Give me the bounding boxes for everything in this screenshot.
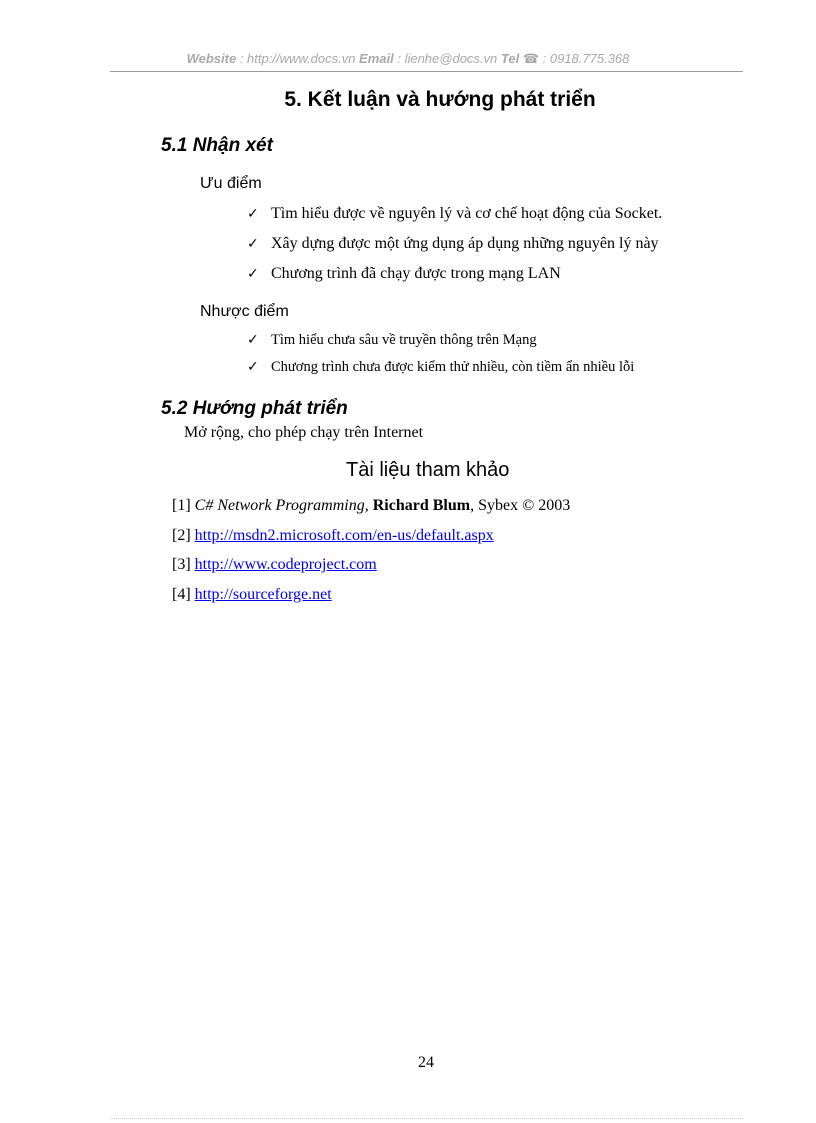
list-item: ✓ Chương trình chưa được kiểm thử nhiều, còn tiềm ẩn nhiều lỗi (247, 354, 634, 381)
pros-list (247, 199, 662, 289)
tel-label: Tel (500, 51, 520, 66)
cons-list (247, 327, 634, 381)
reference-item: [1] C# Network Programming, Richard Blum, Sybex © 2003 (172, 497, 571, 514)
website-label: Website (186, 51, 237, 66)
checkmark-icon: ✓ (247, 266, 259, 282)
reference-link-msdn[interactable]: http://msdn2.microsoft.com/en-us/default.aspx (194, 526, 494, 544)
reference-link-sourceforge[interactable]: http://sourceforge.net (194, 585, 332, 603)
email-label: Email (359, 51, 394, 66)
website-value: : http://www.docs.vn (236, 51, 360, 66)
section-heading-5-2: 5.2 Hướng phát triển (161, 398, 348, 419)
list-item: ✓ Tìm hiểu chưa sâu về truyền thông trên Mạng (247, 327, 634, 354)
section-heading-5-1: 5.1 Nhận xét (161, 135, 273, 156)
checkmark-icon: ✓ (247, 236, 259, 252)
references-heading: Tài liệu tham khảo (346, 459, 510, 481)
reference-item: [4] http://sourceforge.net (172, 585, 332, 603)
reference-title: C# Network Programming, (194, 497, 373, 514)
checkmark-icon: ✓ (247, 359, 259, 375)
list-item: ✓ Xây dựng được một ứng dụng áp dụng những nguyên lý này (247, 229, 662, 259)
page-number: 24 (418, 1054, 434, 1071)
reference-link-codeproject[interactable]: http://www.codeproject.com (194, 556, 377, 573)
reference-item: [2] http://msdn2.microsoft.com/en-us/default.aspx (172, 526, 494, 544)
cons-heading: Nhược điểm (200, 303, 289, 320)
reference-author: Richard Blum (372, 497, 471, 514)
email-value: : lienhe@docs.vn (393, 51, 501, 66)
checkmark-icon: ✓ (247, 206, 259, 222)
reference-item: [3] http://www.codeproject.com (172, 556, 377, 573)
section-5-2-text: Mở rộng, cho phép chạy trên Internet (184, 424, 424, 441)
telephone-icon: ☎ (522, 52, 540, 67)
list-item: ✓ Tìm hiểu được về nguyên lý và cơ chế hoạt động của Socket. (247, 199, 662, 229)
page-header (0, 51, 816, 67)
checkmark-icon: ✓ (247, 332, 259, 348)
references-list (172, 494, 570, 612)
pros-heading: Ưu điểm (200, 175, 262, 192)
header-divider (110, 71, 743, 72)
tel-value: : 0918.775.368 (539, 51, 630, 66)
list-item: ✓ Chương trình đã chạy được trong mạng LAN (247, 259, 662, 289)
page-title: 5. Kết luận và hướng phát triển (284, 88, 596, 111)
footer-divider (110, 1118, 743, 1119)
